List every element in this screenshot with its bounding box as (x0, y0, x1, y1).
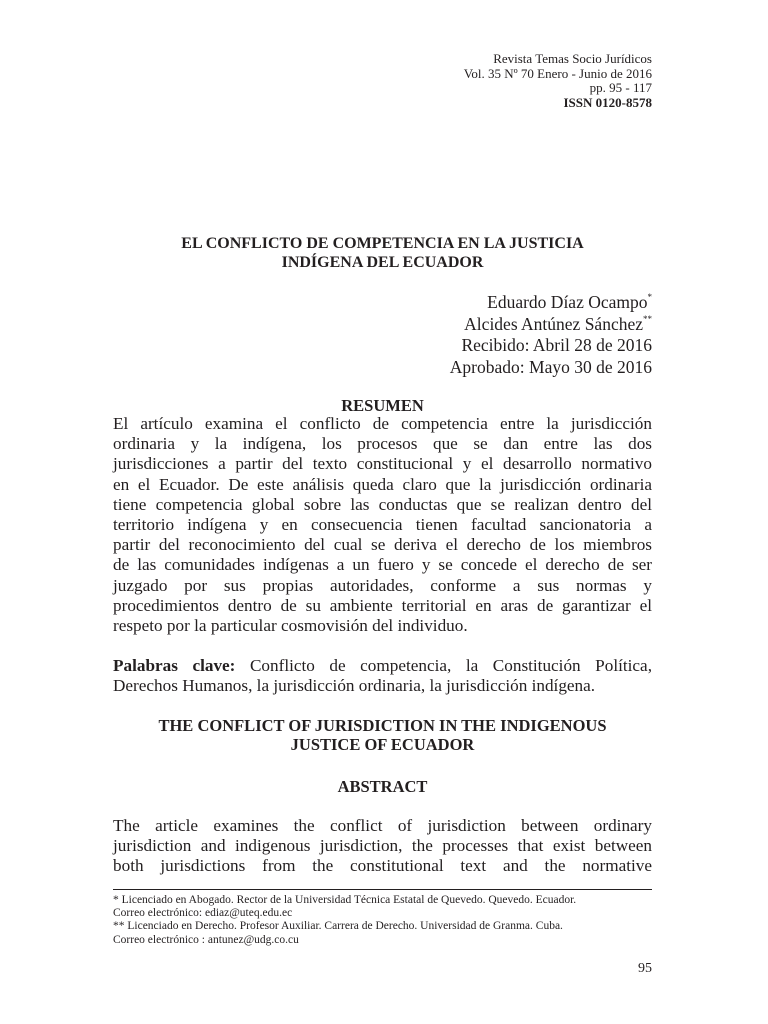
keywords-label: Palabras clave: (113, 656, 236, 675)
article-title-en (113, 716, 652, 754)
title-en-line-2: JUSTICE OF ECUADOR (290, 735, 475, 754)
keywords-paragraph (113, 656, 652, 696)
author-block (450, 292, 652, 378)
keywords-text-1: Conflicto de competencia, la Constitución Política, (235, 656, 652, 675)
author-1 (450, 292, 652, 314)
author-2 (450, 314, 652, 336)
keywords-line-2: Derechos Humanos, la jurisdicción ordinaria, la jurisdicción indígena. (113, 676, 596, 696)
resumen-line: partir del reconocimiento del cual se deriva el derecho de los miembros (113, 535, 652, 555)
footnotes (113, 894, 652, 947)
resumen-line: en el Ecuador. De este análisis queda claro que la jurisdicción ordinaria (113, 474, 652, 494)
resumen-paragraph (113, 414, 652, 636)
page-number: 95 (638, 961, 652, 976)
abstract-line: jurisdiction and indigenous jurisdiction, the processes that exist between (113, 836, 652, 856)
footnote-author-1: * Licenciado en Abogado. Rector de la Universidad Técnica Estatal de Quevedo. Quevedo. Ecuador. (113, 894, 577, 906)
journal-issn: ISSN 0120-8578 (563, 94, 652, 110)
abstract-line: The article examines the conflict of jurisdiction between ordinary (113, 816, 652, 835)
resumen-line: El artículo examina el conflicto de competencia entre la jurisdicción (113, 414, 652, 433)
footnote-divider (113, 889, 652, 890)
received-date: Recibido: Abril 28 de 2016 (461, 335, 652, 355)
author-1-footnote-mark: * (647, 292, 652, 302)
footnote-email-2: Correo electrónico : antunez@udg.co.cu (113, 933, 299, 946)
footnote-email-1: Correo electrónico: ediaz@uteq.edu.ec (113, 907, 293, 920)
approved-date: Aprobado: Mayo 30 de 2016 (449, 356, 652, 377)
journal-header (464, 52, 652, 110)
abstract-line: both jurisdictions from the constitutional text and the normative (113, 856, 652, 876)
resumen-line: tiene competencia global sobre las conductas que se realizan dentro del (113, 494, 652, 514)
author-2-footnote-mark: ** (643, 313, 652, 324)
abstract-heading: ABSTRACT (337, 777, 428, 796)
title-es-line-2: INDÍGENA DEL ECUADOR (281, 254, 484, 271)
article-title-es (113, 234, 652, 272)
author-2-name: Alcides Antúnez Sánchez (464, 313, 643, 334)
footnote-author-2: ** Licenciado en Derecho. Profesor Auxiliar. Carrera de Derecho. Universidad de Granma. Cuba. (113, 920, 563, 933)
resumen-line: juzgado por sus propias autoridades, conforme a sus normas y (113, 575, 652, 595)
resumen-line: territorio indígena y en consecuencia tienen facultad sancionatoria a (113, 515, 652, 535)
title-en-line-1: THE CONFLICT OF JURISDICTION IN THE INDIGENOUS (158, 716, 607, 735)
journal-name: Revista Temas Socio Jurídicos (493, 51, 652, 66)
resumen-line: procedimientos dentro de su ambiente territorial en aras de garantizar el (113, 595, 652, 615)
resumen-line: ordinaria y la indígena, los procesos que se dan entre las dos (113, 434, 652, 454)
resumen-line: jurisdicciones a partir del texto constitucional y el desarrollo normativo (113, 454, 652, 474)
journal-volume: Vol. 35 Nº 70 Enero - Junio de 2016 (463, 65, 652, 81)
journal-pages: pp. 95 - 117 (589, 80, 652, 95)
resumen-line: respeto por la particular cosmovisión del individuo. (113, 616, 468, 636)
keywords-line-1 (113, 656, 652, 676)
title-es-line-1: EL CONFLICTO DE COMPETENCIA EN LA JUSTICIA (181, 235, 584, 252)
resumen-line: de las comunidades indígenas a un fuero y se concede el derecho de ser (113, 555, 652, 575)
author-1-name: Eduardo Díaz Ocampo (487, 292, 648, 312)
resumen-heading: RESUMEN (341, 396, 424, 415)
abstract-paragraph (113, 816, 652, 877)
